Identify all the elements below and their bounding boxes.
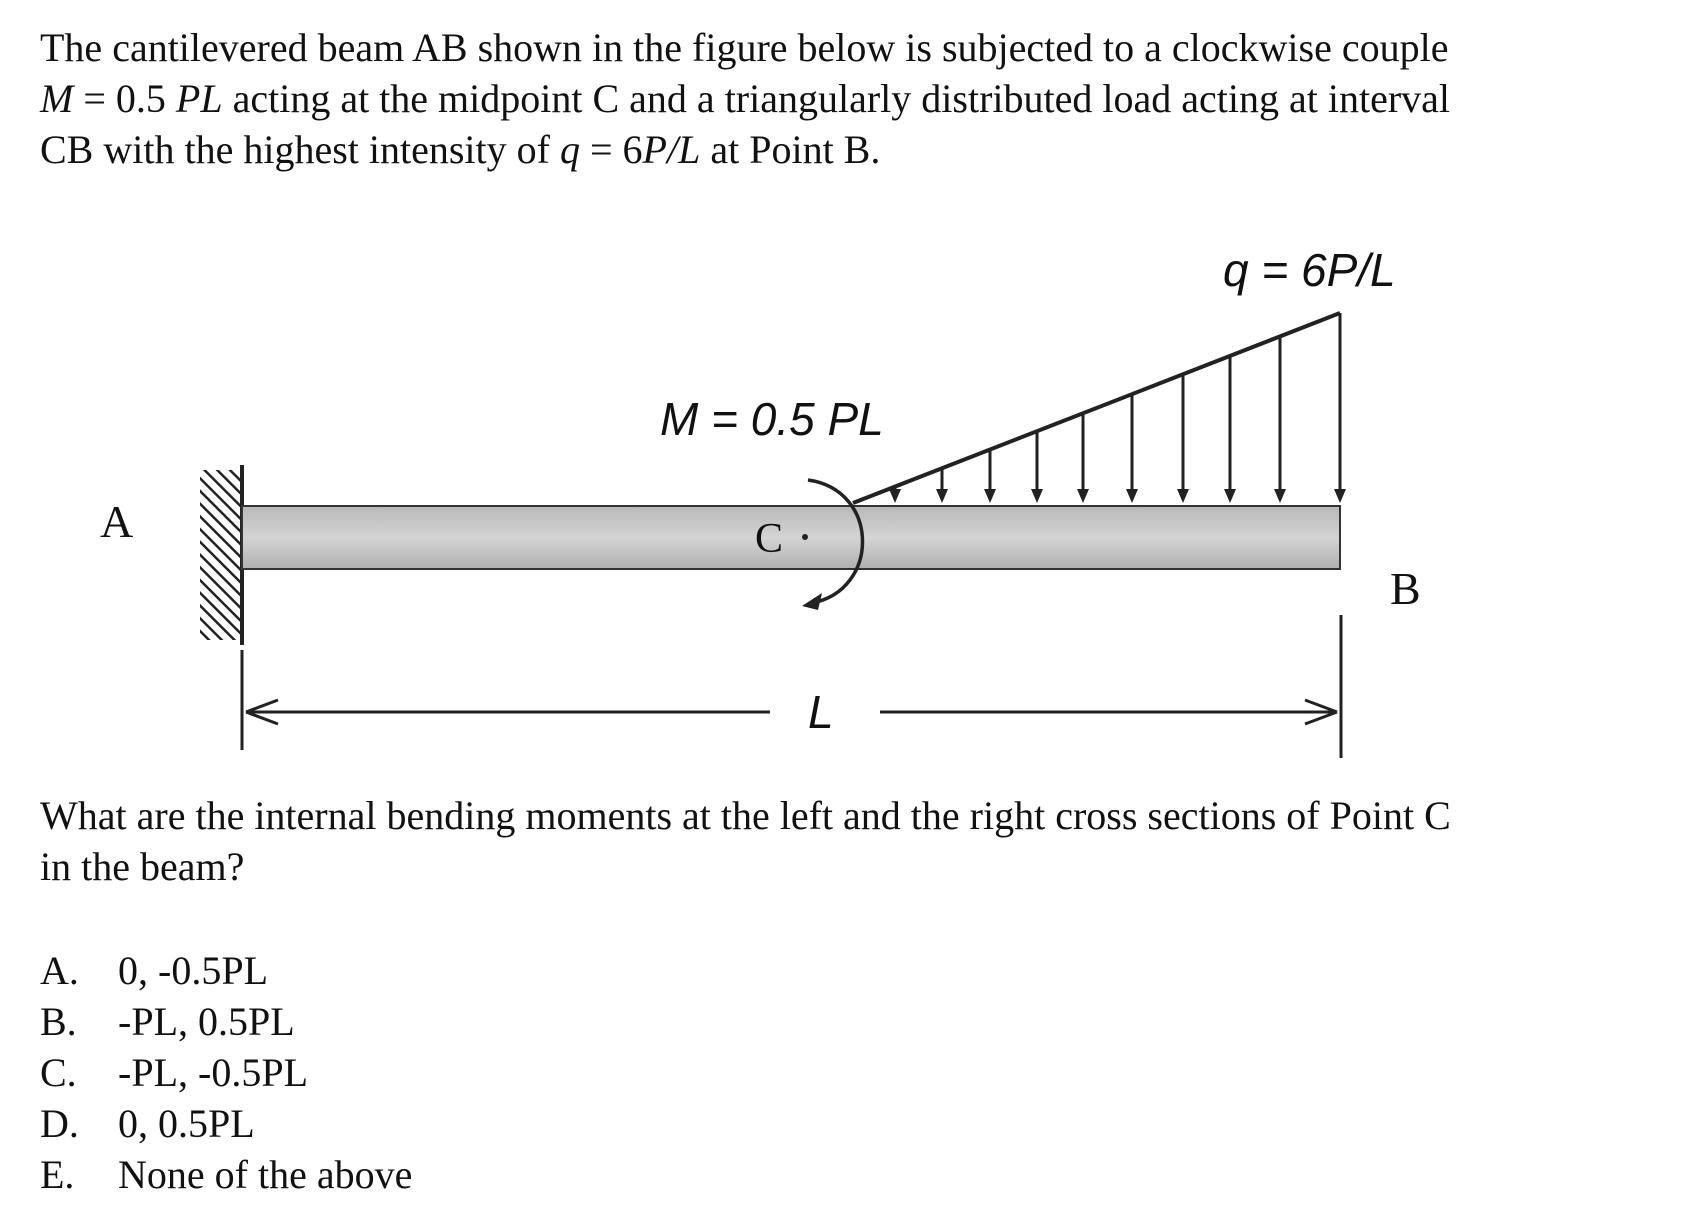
- answer-options: [40, 945, 412, 1200]
- option-text: 0, -0.5PL: [118, 948, 268, 993]
- length-dimension: [242, 615, 1341, 758]
- option-text: None of the above: [118, 1152, 413, 1197]
- load-arrowhead: [1224, 489, 1236, 503]
- option-d[interactable]: [40, 1098, 412, 1149]
- load-arrows: [889, 313, 1346, 503]
- problem-line-2-rest: acting at the midpoint C and a triangularly distributed load acting at interval: [222, 76, 1451, 121]
- load-arrowhead: [1334, 489, 1346, 503]
- option-letter: B.: [40, 999, 77, 1044]
- load-arrowhead: [1031, 489, 1043, 503]
- load-arrowhead: [984, 489, 996, 503]
- triangular-load: [853, 313, 1346, 503]
- option-text: 0, 0.5PL: [118, 1101, 255, 1146]
- label-a: A: [100, 496, 134, 547]
- problem-line-1: The cantilevered beam AB shown in the figure below is subjected to a clockwise couple: [40, 25, 1449, 70]
- load-pl: P/L: [642, 127, 701, 172]
- moment-label: M = 0.5 PL: [660, 393, 884, 445]
- load-arrowhead: [1126, 489, 1138, 503]
- load-arrowhead: [936, 489, 948, 503]
- label-b: B: [1390, 563, 1421, 614]
- question-line-2: in the beam?: [40, 844, 245, 889]
- option-c[interactable]: [40, 1047, 412, 1098]
- option-letter: A.: [40, 948, 79, 993]
- question-statement: [40, 790, 1670, 892]
- option-text: -PL, 0.5PL: [118, 999, 295, 1044]
- beam: [242, 506, 1340, 569]
- option-a[interactable]: [40, 945, 412, 996]
- fixed-support-hatch: [200, 470, 242, 640]
- option-letter: E.: [40, 1152, 75, 1197]
- question-line-1: What are the internal bending moments at the left and the right cross sections of Point C: [40, 793, 1451, 838]
- load-arrowhead: [1077, 489, 1089, 503]
- option-letter: D.: [40, 1101, 79, 1146]
- load-equals: = 6: [579, 127, 643, 172]
- moment-symbol: M: [40, 76, 74, 121]
- length-label: L: [808, 686, 834, 738]
- load-label: q = 6P/L: [1223, 244, 1396, 296]
- load-slope-line: [853, 313, 1340, 503]
- option-b[interactable]: [40, 996, 412, 1047]
- load-arrowhead: [1274, 489, 1286, 503]
- option-letter: C.: [40, 1050, 77, 1095]
- moment-pl: PL: [175, 76, 223, 121]
- label-c: C: [755, 516, 784, 562]
- option-e[interactable]: [40, 1149, 412, 1200]
- problem-line-3-rest: at Point B.: [700, 127, 881, 172]
- load-arrowhead: [889, 489, 901, 503]
- couple-arrowhead: [802, 593, 822, 610]
- load-symbol: q: [559, 127, 580, 172]
- moment-equals: = 0.5: [73, 76, 176, 121]
- point-c-dot: [802, 534, 808, 540]
- problem-line-3-start: CB with the highest intensity of: [40, 127, 560, 172]
- option-text: -PL, -0.5PL: [118, 1050, 308, 1095]
- load-arrowhead: [1177, 489, 1189, 503]
